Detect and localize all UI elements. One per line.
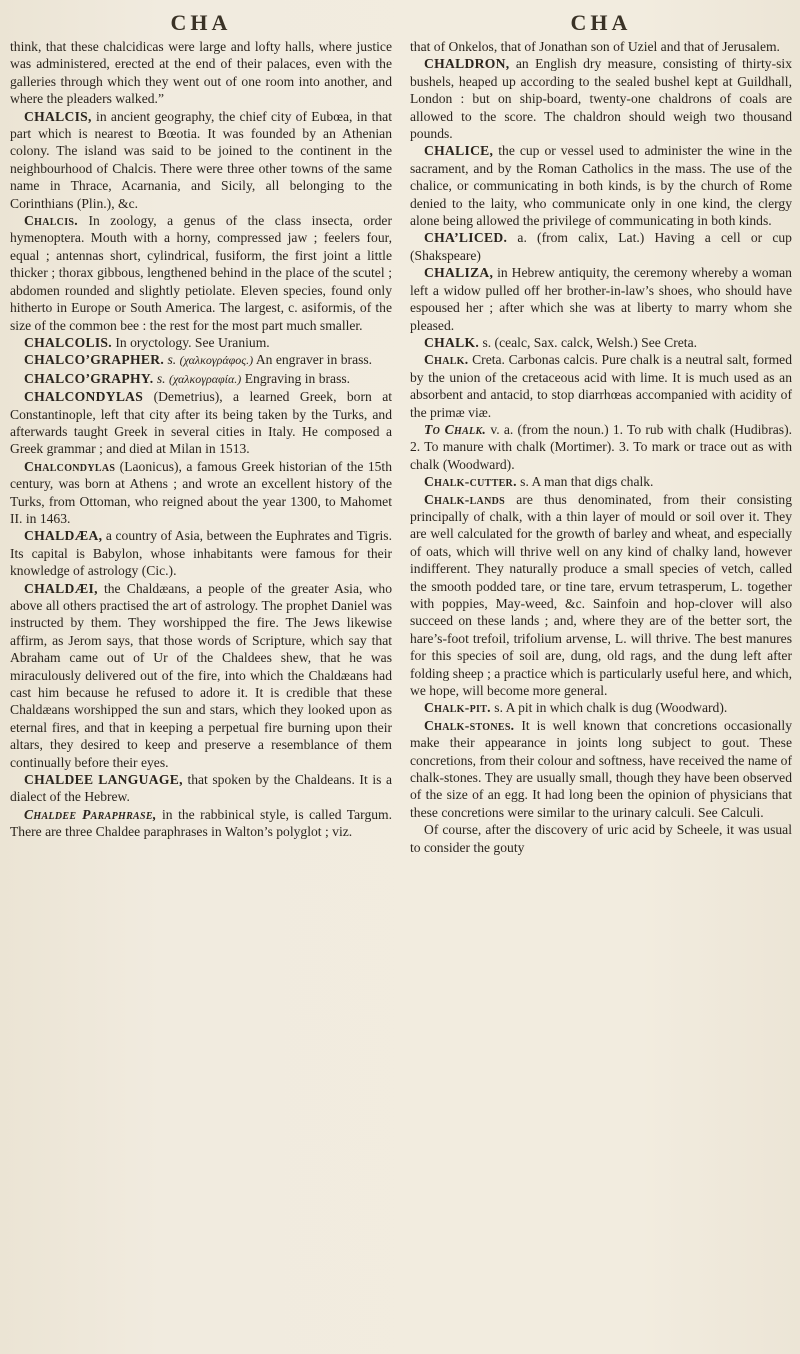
- headword: CHA’LICED.: [424, 230, 508, 246]
- left-column-text: [10, 38, 392, 841]
- entry-chalcis-zoology: [10, 212, 392, 334]
- entry-chaldee-paraphrase: [10, 806, 392, 841]
- definition: Engraving in brass.: [244, 370, 351, 386]
- definition: in ancient geography, the chief city of Eubœa, in that part which is nearest to Bœotia. It was founded by an Athenian colony. The island was said to be joined to the continent in the neighbourhood of Chalcis. There were three other towns of the same name in Thrace, Acarnania, and Sicily, all belonging to the Corinthians (Plin.), &c.: [10, 108, 392, 211]
- entry-chalcis: [10, 108, 392, 212]
- entry-chalk-cutter: [410, 473, 792, 490]
- definition: a country of Asia, between the Euphrates and Tigris. Its capital is Babylon, whose inhabitants were famous for their knowledge of astrology (Cic.).: [10, 528, 392, 579]
- entry-chaliced: [410, 229, 792, 264]
- definition: It is well known that concretions occasionally make their appearance in joints long subject to gout. These concretions, from their colour and softness, have received the name of chalk-stones. They are usually small, though they have been observed of the size of an egg. It had long been the opinion of physicians that these concretions were similar to the urinary calculi. See Calculi.: [410, 717, 792, 820]
- entry-to-chalk: [410, 421, 792, 473]
- headword: To Chalk.: [424, 421, 487, 437]
- entry-chalcolis: [10, 334, 392, 351]
- definition: in the rabbinical style, is called Targum. There are three Chaldee paraphrases in Walton’s polyglot ; viz.: [10, 806, 393, 840]
- entry-chaldaea: [10, 527, 392, 579]
- definition: v. a. (from the noun.) 1. To rub with chalk (Hudibras). 2. To manure with chalk (Mortimer). 3. To mark or trace out as with chalk (Woodward).: [410, 421, 792, 472]
- headword: CHALCO’GRAPHY.: [24, 370, 154, 386]
- headword: CHALCIS,: [24, 108, 92, 124]
- definition: s. A pit in which chalk is dug (Woodward).: [494, 700, 728, 716]
- headword: Chalcondylas: [24, 458, 116, 474]
- entry-chaldee-language: [10, 771, 392, 806]
- headword: CHALCO’GRAPHER.: [24, 352, 165, 368]
- definition: In oryctology. See Uranium.: [115, 334, 270, 350]
- definition: In zoology, a genus of the class insecta, order hymenoptera. Mouth with a horny, compressed jaw ; feelers four, equal ; antennas short, cylindrical, fusiform, the first joint a little thicker ; thorax gibbous, lengthened behind in the place of the scutel ; abdomen rounded and slightly petiolate. Eleven species, found only hitherto in Europe or South America. The largest, c. asiformis, of the size of the common bee : the rest for the most part much smaller.: [10, 213, 392, 333]
- definition: s. (cealc, Sax. calck, Welsh.) See Creta.: [482, 334, 698, 350]
- definition: in Hebrew antiquity, the ceremony whereby a woman left a widow pulled off her brother-in-law’s shoes, who should have espoused her ; after which she was at liberty to marry whom she pleased.: [410, 265, 792, 333]
- headword: Chalcis.: [24, 213, 78, 229]
- right-column: [410, 8, 792, 856]
- definition: (Demetrius), a learned Greek, born at Constantinople, left that city after its being taken by the Turks, and afterwards taught Greek in several cities in Italy. He composed a Greek grammar ; and died at Milan in 1513.: [10, 389, 393, 457]
- headword: Chalk-stones.: [424, 717, 515, 733]
- entry-chalk-creta: [410, 351, 792, 421]
- definition: an English dry measure, consisting of thirty-six bushels, heaped up according to the sealed bushel kept at Guildhall, London : but on ship-board, twenty-one chaldrons of coals are allowed to the score. The chaldron should weigh two thousand pounds.: [410, 56, 792, 142]
- entry-chalice: [410, 142, 792, 229]
- entry-chaldaei: [10, 580, 392, 771]
- definition: the Chaldæans, a people of the greater Asia, who above all others practised the art of astrology. The prophet Daniel was instructed by them. They worshipped the fire. The Jews likewise affirm, as Jerom says, that those words of Scripture, which say that Abraham came out of Ur of the Chaldees shew, that he was miraculously delivered out of the fire, into which the Chaldæans had cast him because he refused to adore it. It is credible that these Chaldæans worshipped the sun and stars, which they looked upon as eternal fires, and that in keeping a perpetual fire burning upon their altars, they desired to keep and preserve a resemblance of them continually before their eyes.: [10, 580, 392, 770]
- left-running-header: CHA: [170, 10, 232, 35]
- headword: CHALCOLIS.: [24, 334, 112, 350]
- headword: CHALDEE LANGUAGE,: [24, 772, 183, 788]
- headword: Chalk.: [424, 352, 469, 368]
- headword: CHALCONDYLAS: [24, 389, 144, 405]
- entry-chaliza: [410, 264, 792, 334]
- entry-chalk-lands: [410, 491, 792, 700]
- definition: s. A man that digs chalk.: [520, 474, 654, 490]
- continued-paragraph: that of Onkelos, that of Jonathan son of Uziel and that of Jerusalem.: [410, 39, 780, 54]
- entry-chalcographer: [10, 351, 392, 369]
- entry-chaldron: [410, 55, 792, 142]
- etymology: (χαλκογράφος.): [179, 353, 254, 368]
- right-column-text: [410, 38, 792, 856]
- definition: that spoken by the Chaldeans. It is a dialect of the Hebrew.: [10, 772, 392, 805]
- entry-chalcondylas-laonicus: [10, 458, 392, 528]
- etymology: (χαλκογραφία.): [168, 371, 242, 386]
- entry-chalcography: [10, 370, 392, 388]
- definition: are thus denominated, from their consisting principally of chalk, with a thin layer of mould or soil over it. They are well calculated for the growth of barley and wheat, and especially of oats, which will thrive well on any kind of chalky land, however indifferent. They naturally produce a small species of vetch, called the smooth podded tare, or tine tare, ervum tetrasperum, L. together with poppies, May-weed, &c. Sainfoin and hop-clover will also succeed on these lands ; and, where they are of the better sort, the hare’s-foot trefoil, trifolium arvense, L. will thrive. The best manures for this species of soil are, dung, old rags, and the dung left after folding sheep ; a practice which is particularly useful here, and which, we hope, will become more general.: [410, 491, 792, 699]
- entry-chalk-stones: [410, 717, 792, 821]
- headword: CHALK.: [424, 334, 480, 350]
- closing-paragraph: Of course, after the discovery of uric acid by Scheele, it was usual to consider the gouty: [410, 822, 792, 855]
- headword: Chalk-pit.: [424, 700, 491, 716]
- headword: Chalk-cutter.: [424, 474, 517, 490]
- entry-chalk-pit: [410, 699, 792, 716]
- two-column-layout: [10, 8, 792, 856]
- headword: Chaldee Paraphrase,: [24, 806, 157, 822]
- definition: Creta. Carbonas calcis. Pure chalk is a neutral salt, formed by the union of the cretaceous acid with lime. It is much used as an absorbent and antacid, to stop diarrhœas accompanied with acidity of the primæ viæ.: [410, 352, 792, 420]
- entry-chalcondylas: [10, 388, 392, 458]
- definition: a. (from calix, Lat.) Having a cell or cup (Shakspeare): [410, 230, 792, 263]
- left-column: [10, 8, 392, 856]
- definition: the cup or vessel used to administer the wine in the sacrament, and by the Roman Catholics in the mass. The use of the chalice, or communicating in both kinds, is by the church of Rome denied to the laity, who communicate only in one kind, the clergy alone being allowed the privilege of communicating in both kinds.: [410, 143, 792, 229]
- headword: CHALDÆI,: [24, 580, 98, 596]
- continued-paragraph: think, that these chalcidicas were large and lofty halls, where justice was administered, erected at the end of their palaces, even with the galleries through which they went out of one room into another, and where the pleaders walked.”: [10, 39, 392, 107]
- part-of-speech: s.: [156, 370, 166, 386]
- headword: CHALDÆA,: [24, 528, 103, 544]
- right-running-header: CHA: [570, 10, 632, 35]
- headword: CHALICE,: [424, 143, 494, 159]
- headword: CHALIZA,: [424, 265, 494, 281]
- definition: An engraver in brass.: [255, 352, 373, 368]
- headword: Chalk-lands: [424, 491, 505, 507]
- definition: (Laonicus), a famous Greek historian of the 15th century, was born at Athens ; and wrote an excellent history of the Turks, from Ottoman, who reigned about the year 1300, to Mahomet II. in 1463.: [10, 458, 392, 526]
- headword: CHALDRON,: [424, 56, 510, 72]
- part-of-speech: s.: [167, 352, 177, 368]
- entry-chalk: [410, 334, 792, 351]
